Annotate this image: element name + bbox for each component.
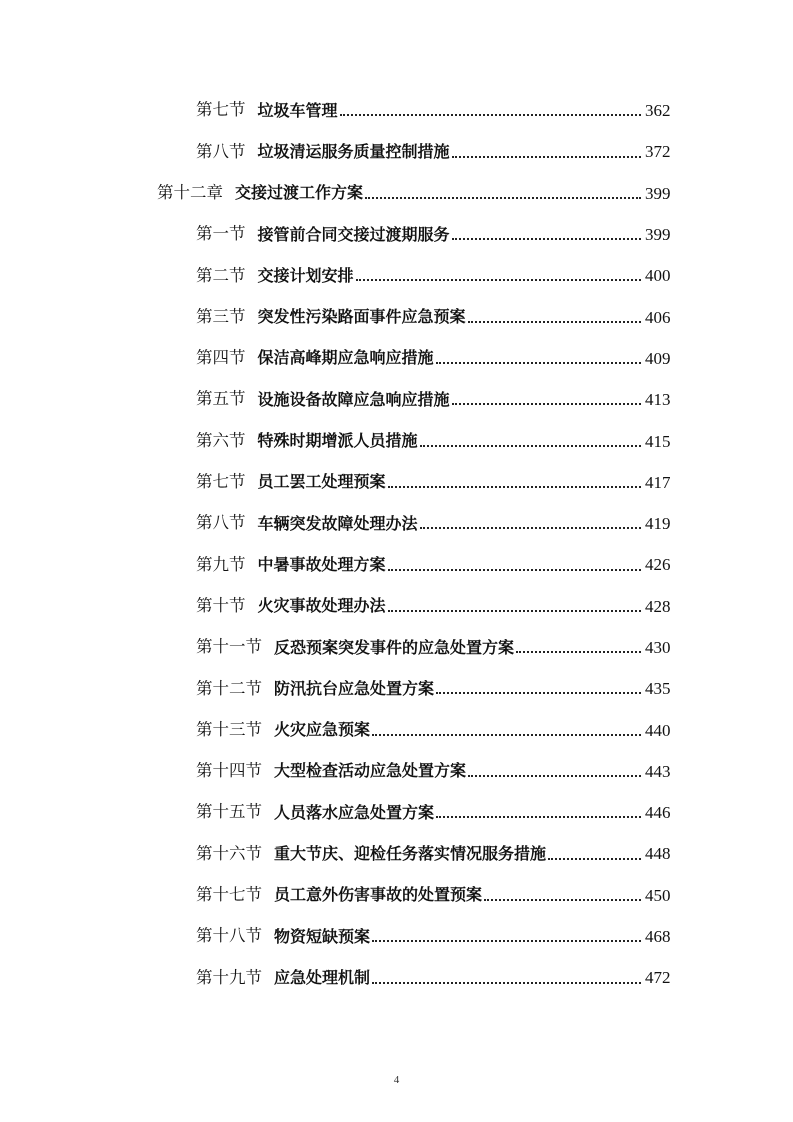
toc-entry-number: 第八节 (196, 513, 246, 533)
toc-entry-page: 406 (645, 307, 671, 327)
toc-entry-title: 特殊时期增派人员措施 (257, 431, 418, 451)
toc-entry-number: 第十二章 (157, 182, 223, 202)
toc-entry-number: 第十节 (196, 595, 246, 615)
toc-entry-number: 第五节 (196, 389, 246, 409)
toc-entry-title: 火灾应急预案 (274, 720, 371, 740)
toc-entry-page: 419 (645, 514, 671, 534)
toc-entry-page-wrap (645, 668, 765, 709)
toc-section-entry[interactable] (0, 875, 793, 916)
toc-entry-page: 372 (645, 142, 671, 162)
toc-entry-page: 426 (645, 555, 671, 575)
toc-entry-body (196, 255, 643, 296)
toc-entry-page-wrap (645, 379, 765, 420)
toc-section-entry[interactable] (0, 296, 793, 337)
toc-dot-leader (372, 939, 641, 942)
toc-dot-leader (436, 815, 641, 818)
toc-entry-body (196, 792, 643, 833)
toc-entry-number: 第十五节 (196, 802, 262, 822)
toc-dot-leader (484, 898, 641, 901)
toc-entry-number: 第十九节 (196, 967, 262, 987)
toc-entry-page-wrap (645, 173, 765, 214)
toc-entry-page: 468 (645, 927, 671, 947)
toc-entry-title: 交接过渡工作方案 (235, 183, 364, 203)
toc-dot-leader (340, 113, 641, 116)
toc-entry-page: 399 (645, 183, 671, 203)
toc-entry-number: 第十三节 (196, 719, 262, 739)
toc-section-entry[interactable] (0, 833, 793, 874)
toc-entry-body (196, 916, 643, 957)
toc-entry-page: 399 (645, 225, 671, 245)
toc-entry-page-wrap (645, 90, 765, 131)
toc-entry-page: 428 (645, 596, 671, 616)
toc-dot-leader (420, 526, 641, 529)
toc-entry-title: 交接计划安排 (257, 265, 354, 285)
toc-entry-page-wrap (645, 833, 765, 874)
toc-entry-body (196, 957, 643, 998)
toc-section-entry[interactable] (0, 916, 793, 957)
toc-section-entry[interactable] (0, 957, 793, 998)
toc-entry-page: 413 (645, 390, 671, 410)
toc-entry-number: 第十七节 (196, 885, 262, 905)
toc-dot-leader (468, 320, 641, 323)
toc-entry-title: 重大节庆、迎检任务落实情况服务措施 (274, 843, 547, 863)
toc-dot-leader (372, 733, 641, 736)
toc-entry-number: 第九节 (196, 554, 246, 574)
toc-entry-title: 保洁高峰期应急响应措施 (257, 348, 434, 368)
toc-entry-page-wrap (645, 792, 765, 833)
toc-dot-leader (356, 278, 641, 281)
toc-entry-page-wrap (645, 916, 765, 957)
toc-dot-leader (372, 981, 641, 984)
toc-entry-number: 第四节 (196, 348, 246, 368)
toc-entry-page: 417 (645, 472, 671, 492)
toc-section-entry[interactable] (0, 90, 793, 131)
toc-entry-title: 人员落水应急处置方案 (274, 802, 435, 822)
toc-section-entry[interactable] (0, 255, 793, 296)
toc-dot-leader (365, 196, 641, 199)
toc-section-entry[interactable] (0, 751, 793, 792)
toc-entry-title: 中暑事故处理方案 (257, 554, 386, 574)
toc-entry-body (196, 214, 643, 255)
toc-entry-title: 垃圾车管理 (257, 100, 338, 120)
toc-section-entry[interactable] (0, 338, 793, 379)
toc-entry-body (196, 379, 643, 420)
toc-entry-body (196, 420, 643, 461)
toc-entry-body (196, 90, 643, 131)
toc-entry-page-wrap (645, 462, 765, 503)
toc-entry-title: 接管前合同交接过渡期服务 (257, 224, 450, 244)
toc-dot-leader (516, 650, 641, 653)
toc-entry-page-wrap (645, 751, 765, 792)
toc-entry-page-wrap (645, 214, 765, 255)
table-of-contents (0, 90, 793, 999)
toc-entry-body (196, 544, 643, 585)
toc-entry-body (196, 875, 643, 916)
toc-entry-page: 450 (645, 885, 671, 905)
toc-dot-leader (452, 155, 641, 158)
toc-entry-body (196, 503, 643, 544)
toc-entry-page-wrap (645, 420, 765, 461)
toc-entry-title: 设施设备故障应急响应措施 (257, 389, 450, 409)
toc-section-entry[interactable] (0, 668, 793, 709)
toc-entry-page-wrap (645, 957, 765, 998)
toc-entry-title: 垃圾清运服务质量控制措施 (257, 141, 450, 161)
toc-dot-leader (436, 361, 641, 364)
toc-entry-page: 362 (645, 101, 671, 121)
toc-entry-page-wrap (645, 586, 765, 627)
toc-entry-page: 472 (645, 968, 671, 988)
toc-entry-title: 反恐预案突发事件的应急处置方案 (274, 637, 515, 657)
toc-entry-body (196, 627, 643, 668)
toc-entry-page: 415 (645, 431, 671, 451)
toc-entry-title: 大型检查活动应急处置方案 (274, 761, 467, 781)
toc-entry-body (196, 296, 643, 337)
toc-entry-page-wrap (645, 255, 765, 296)
toc-entry-body (196, 131, 643, 172)
toc-entry-title: 员工意外伤害事故的处置预案 (274, 885, 483, 905)
toc-entry-body (196, 833, 643, 874)
toc-dot-leader (452, 237, 641, 240)
toc-entry-body (196, 586, 643, 627)
toc-section-entry[interactable] (0, 709, 793, 750)
toc-entry-page-wrap (645, 627, 765, 668)
toc-entry-page: 446 (645, 803, 671, 823)
toc-entry-title: 突发性污染路面事件应急预案 (257, 307, 466, 327)
toc-entry-page: 448 (645, 844, 671, 864)
toc-entry-number: 第十四节 (196, 761, 262, 781)
toc-entry-number: 第十八节 (196, 926, 262, 946)
toc-entry-title: 物资短缺预案 (274, 926, 371, 946)
toc-entry-title: 火灾事故处理办法 (257, 596, 386, 616)
toc-dot-leader (452, 402, 641, 405)
toc-section-entry[interactable] (0, 420, 793, 461)
toc-entry-number: 第七节 (196, 100, 246, 120)
toc-dot-leader (388, 485, 641, 488)
toc-entry-page-wrap (645, 296, 765, 337)
toc-dot-leader (388, 609, 641, 612)
toc-entry-body (196, 709, 643, 750)
toc-entry-number: 第二节 (196, 265, 246, 285)
toc-entry-number: 第三节 (196, 306, 246, 326)
toc-section-entry[interactable] (0, 214, 793, 255)
toc-entry-page: 435 (645, 679, 671, 699)
toc-entry-page: 443 (645, 761, 671, 781)
toc-entry-page-wrap (645, 709, 765, 750)
toc-entry-page: 440 (645, 720, 671, 740)
toc-entry-title: 员工罢工处理预案 (257, 472, 386, 492)
page-number: 4 (393, 1074, 400, 1086)
toc-entry-body (196, 338, 643, 379)
toc-dot-leader (420, 444, 641, 447)
toc-section-entry[interactable] (0, 379, 793, 420)
toc-chapter-entry[interactable] (0, 173, 793, 214)
toc-entry-page-wrap (645, 544, 765, 585)
toc-entry-title: 应急处理机制 (274, 967, 371, 987)
toc-section-entry[interactable] (0, 792, 793, 833)
toc-entry-body (196, 462, 643, 503)
toc-dot-leader (436, 691, 641, 694)
toc-entry-number: 第六节 (196, 430, 246, 450)
toc-section-entry[interactable] (0, 586, 793, 627)
toc-dot-leader (548, 857, 641, 860)
toc-entry-body (196, 751, 643, 792)
toc-entry-page-wrap (645, 338, 765, 379)
toc-entry-page: 430 (645, 638, 671, 657)
toc-entry-body (157, 173, 643, 214)
toc-entry-page-wrap (645, 875, 765, 916)
toc-entry-number: 第十六节 (196, 843, 262, 863)
toc-entry-title: 车辆突发故障处理办法 (257, 513, 418, 533)
toc-dot-leader (468, 774, 641, 777)
toc-section-entry[interactable] (0, 462, 793, 503)
toc-section-entry[interactable] (0, 544, 793, 585)
toc-entry-number: 第十一节 (196, 637, 262, 657)
toc-entry-number: 第七节 (196, 472, 246, 492)
toc-entry-number: 第十二节 (196, 678, 262, 698)
toc-entry-page: 409 (645, 348, 671, 368)
toc-entry-page-wrap (645, 131, 765, 172)
toc-entry-page-wrap (645, 503, 765, 544)
toc-section-entry[interactable] (0, 503, 793, 544)
toc-dot-leader (388, 568, 641, 571)
toc-entry-number: 第八节 (196, 141, 246, 161)
toc-entry-number: 第一节 (196, 224, 246, 244)
toc-section-entry[interactable] (0, 627, 793, 668)
toc-entry-page: 400 (645, 266, 671, 286)
toc-entry-title: 防汛抗台应急处置方案 (274, 678, 435, 698)
toc-entry-body (196, 668, 643, 709)
toc-section-entry[interactable] (0, 131, 793, 172)
